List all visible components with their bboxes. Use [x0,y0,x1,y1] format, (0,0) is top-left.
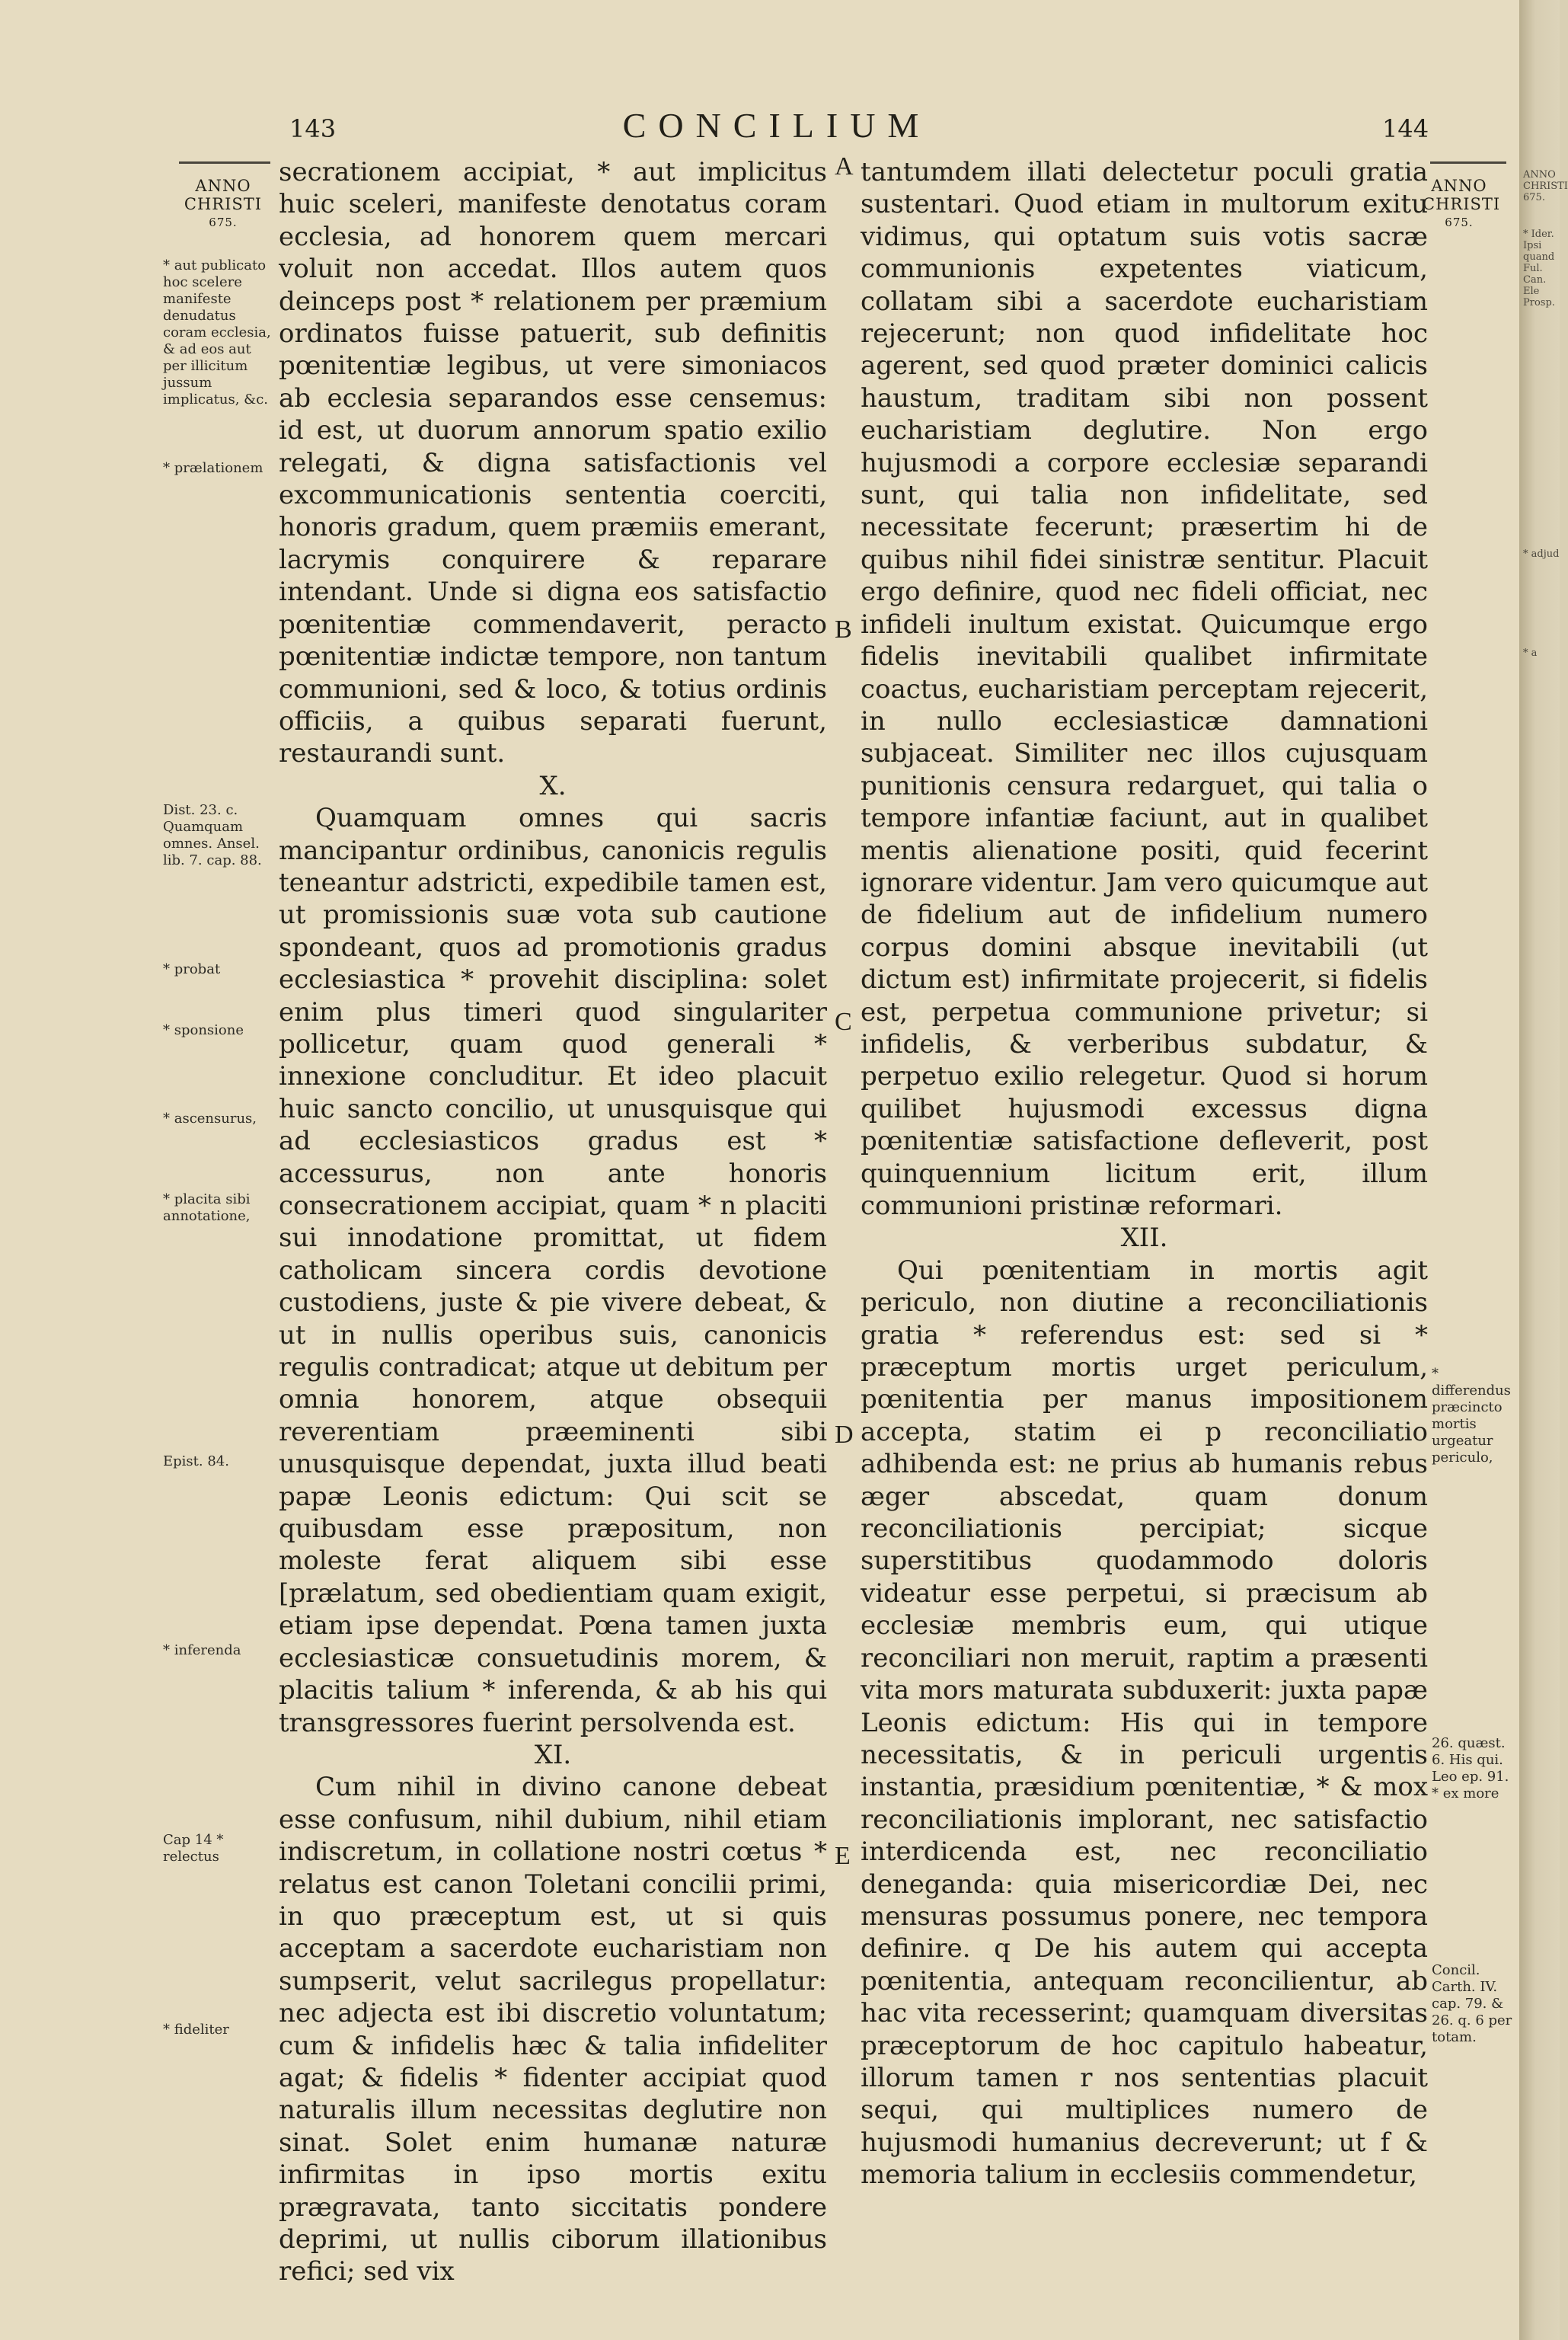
margin-note: Cap 14 * relectus [163,1832,224,1865]
margin-note: * aut publicato hoc scelere manifeste denudatus coram ecclesia, & ad eos aut per illicitum jussum implicatus, &c. [163,257,271,408]
right-text-column [861,156,1428,2191]
section-mark-a: A [835,152,854,181]
section-mark-d: D [835,1421,854,1449]
paragraph: Cum nihil in divino canone debeat esse confusum, nihil dubium, nihil etiam indiscretum, in collatione nostri cœtus * relatus est canon Toletani concilii primi, in quo præceptum est, ut si quis acceptam a sacerdote eucharistiam non sumpserit, velut sacrilegus propellatur: nec adjecta est ibi discretio voluntatum; cum & infidelis hæc & talia infideliter agat; & fidelis * fidenter accipiat quod naturalis illum necessitas deglutire non sinat. Solet enim humanæ naturæ infirmitas in ipso mortis exitu prægravata, tanto siccitatis pondere deprimi, ut nullis ciborum illationibus refici; sed vix [279,1772,827,2287]
year-label-left [174,177,273,232]
section-mark-b: B [835,615,852,644]
margin-note: * ascensurus, [163,1111,257,1127]
margin-note: * fideliter [163,2022,229,2038]
margin-note: * placita sibi annotatione, [163,1191,251,1224]
margin-note: * inferenda [163,1642,241,1658]
year-value: 675. [209,216,238,229]
margin-note: * sponsione [163,1022,244,1038]
margin-note: * prælationem [163,460,263,476]
adjacent-page-note: * Ider. Ipsi quand Ful. Can. Ele Prosp. [1523,229,1555,308]
adjacent-page-edge [1519,0,1568,2340]
adjacent-page-note: * adjud [1523,548,1560,560]
chapter-number: XI. [534,1739,572,1770]
paragraph: tantumdem illati delectetur poculi gratia sustentari. Quod etiam in multorum exitu vidimus, qui optatum suis votis sacræ communionis expetentes viaticum, collatam sibi a sacerdote eucharistiam rejecerunt; non quod infidelitate hoc agerent, sed quod præter dominici calicis haustum, traditam sibi non possent eucharistiam deglutire. Non ergo hujusmodi a corpore ecclesiæ separandi sunt, qui talia non infidelitate, sed necessitate fecerunt; præsertim hi de quibus nihil fidei sinistræ sentitur. Placuit ergo definire, quod nec fideli officiat, nec infideli inultum existat. Quicumque ergo fidelis inevitabili qualibet infirmitate coactus, eucharistiam perceptam rejecerit, in nullo ecclesiasticæ damnationi subjaceat. Similiter nec illos cujusquam punitionis censura redarguet, qui talia o tempore infantiæ faciunt, aut in qualibet mentis alienatione positi, quid fecerint ignorare videntur. Jam vero quicumque aut de fidelium aut de infidelium numero corpus domini absque inevitabili (ut dictum est) infirmitate projecerit, si fidelis est, perpetua communione privetur; si infidelis, & verberibus subdatur, & perpetuo exilio relegetur. Quod si horum quilibet hujusmodi excessus digna pœnitentiæ satisfactione defleverit, post quinquennium licitum erit, illum communioni pristinæ reformari. [861,157,1428,1221]
paragraph: secrationem accipiat, * aut implicitus huic sceleri, manifeste denotatus coram ecclesia, ad honorem quem mercari voluit non accedat. Illos autem quos deinceps post * relationem per præmium ordinatos fuisse patuerit, sub definitis pœnitentiæ legibus, ut vere simoniacos ab ecclesia separandos esse censemus: id est, ut duorum annorum spatio exilio relegati, & digna satisfactionis vel excommunicationis sententia coerciti, honoris gradum, quem præmiis emerant, lacrymis conquirere & reparare intendant. Unde si digna eos satisfactio pœnitentiæ commendaverit, peracto pœnitentiæ indictæ tempore, non tantum communioni, sed & loco, & totius ordinis officiis, a quibus separati fuerunt, restaurandi sunt. [279,157,827,769]
christi-label: CHRISTI [184,195,263,213]
chapter-number: X. [539,770,567,801]
year-label-right [1423,177,1501,232]
chapter-number: XII. [1120,1223,1168,1254]
adjacent-page-note: ANNO CHRISTI 675. [1523,169,1568,203]
adjacent-page-note: * a [1523,647,1538,659]
margin-note: Epist. 84. [163,1453,229,1469]
christi-label: CHRISTI [1423,195,1501,213]
paragraph: Qui pœnitentiam in mortis agit periculo, non diutine a reconciliationis gratia * referendus est: sed si * præceptum mortis urget periculum, pœnitentia per manus impositionem accepta, statim ei p reconciliatio adhibenda est: ne prius ab humanis rebus æger abscedat, quam donum reconciliationis percipiat; sicque superstitibus quodammodo doloris videatur esse perpetui, si præcisum ab ecclesiæ membris eum, qui utique reconciliari non meruit, raptim a præsenti vita mors maturata subduxerit: juxta papæ Leonis edictum: His qui in tempore necessitatis, & in periculi urgentis instantia, præsidium pœnitentiæ, * & mox reconciliationis implorant, nec satisfactio interdicenda est, nec reconciliatio deneganda: quia misericordiæ Dei, nec mensuras possumus ponere, nec tempora definire. q De his autem qui accepta pœnitentia, antequam reconcilientur, ab hac vita recesserint; quamquam diversitas præceptorum de hoc capitulo habeatur, illorum tamen r nos sententias placuit sequi, qui multiplices numero de hujusmodi humanius decreverunt; ut f & memoria talium in ecclesiis commendetur, [861,1255,1428,2191]
section-mark-c: C [835,1008,852,1036]
paragraph: Quamquam omnes qui sacris mancipantur ordinibus, canonicis regulis teneantur adstricti, expedibile tamen est, ut promissionis suæ vota sub cautione spondeant, quos ad promotionis gradus ecclesiastica * provehit disciplina: solet enim plus timeri quod singulariter pollicetur, quam quod generali * innexione concluditur. Et ideo placuit huic sancto concilio, ut unusquisque qui ad ecclesiasticos gradus est * accessurus, non ante honoris consecrationem accipiat, quam * n placiti sui innodatione promittat, ut fidem catholicam sincera cordis devotione custodiens, juste & pie vivere debeat, & ut in nullis operibus suis, canonicis regulis contradicat; atque ut debitum per omnia honorem, atque obsequii reverentiam præeminenti sibi unusquisque dependat, juxta illud beati papæ Leonis edictum: Qui scit se quibusdam esse præpositum, non moleste ferat aliquem sibi esse [prælatum, sed obedientiam quam exigit, etiam ipse dependat. Pœna tamen juxta ecclesiasticæ consuetudinis morem, & placitis talium * inferenda, & ab his qui transgressores fuerint persolvenda est. [279,803,827,1738]
running-title: CONCILIUM [622,106,931,145]
page-number-right: 144 [1382,114,1429,143]
page-number-left: 143 [289,114,337,143]
margin-note: 26. quæst. 6. His qui. Leo ep. 91. * ex more [1432,1735,1509,1801]
margin-note: * differendus præcincto mortis urgeatur periculo, [1432,1366,1511,1466]
header-rule-left [179,161,270,164]
year-value: 675. [1445,216,1474,229]
anno-label: ANNO [195,177,251,195]
header-rule-right [1430,161,1506,164]
section-mark-e: E [835,1842,851,1870]
margin-note: Dist. 23. c. Quamquam omnes. Ansel. lib. 7. cap. 88. [163,802,262,868]
left-text-column [279,156,827,2288]
margin-note: Concil. Carth. IV. cap. 79. & 26. q. 6 per totam. [1432,1962,1512,2045]
anno-label: ANNO [1431,177,1487,195]
margin-note: * probat [163,961,221,977]
